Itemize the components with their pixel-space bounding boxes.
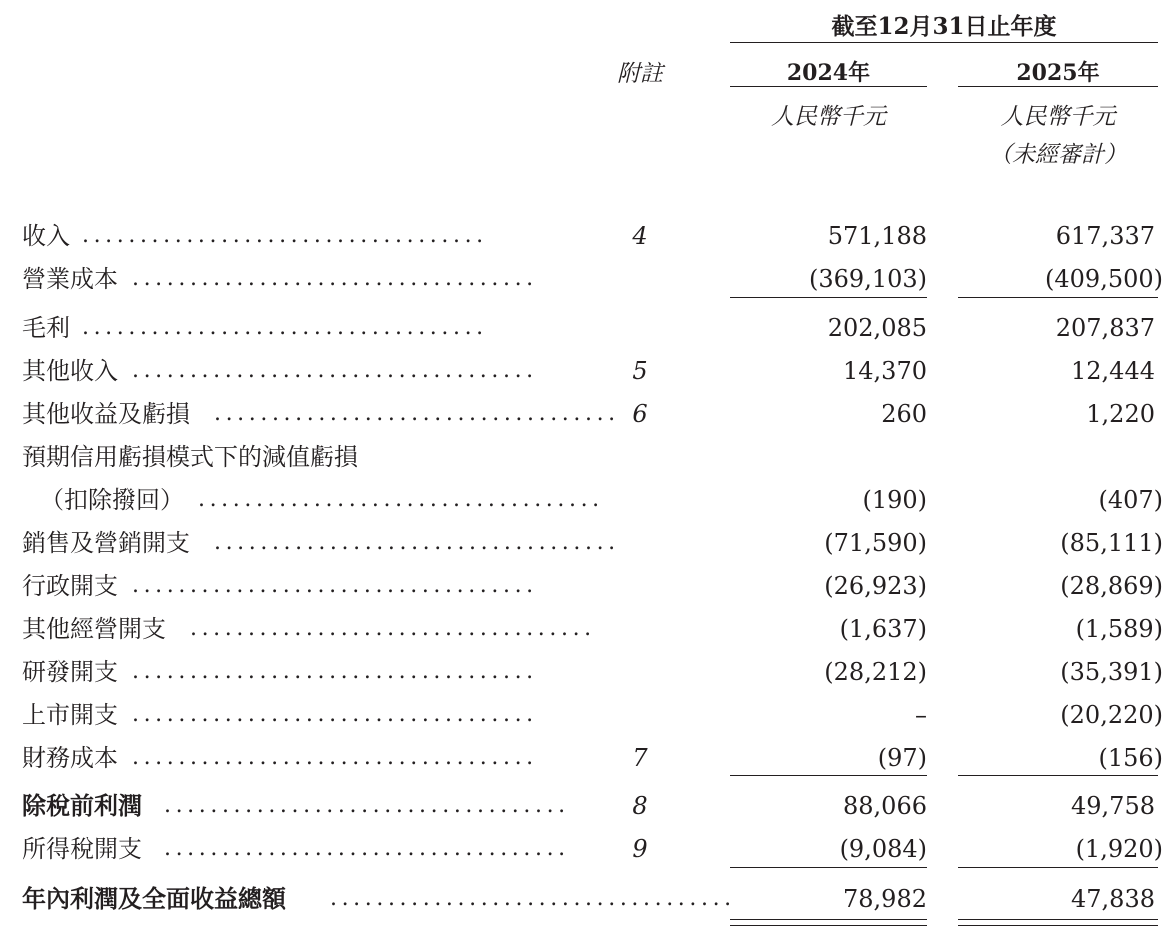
row-note: 6 (632, 400, 648, 428)
table-row (0, 698, 1170, 732)
row-label: 營業成本 (22, 265, 118, 293)
leader-dots: ................................... (214, 530, 620, 555)
table-row (0, 526, 1170, 560)
leader-dots: ................................... (132, 573, 538, 598)
leader-dots: ................................... (132, 266, 538, 291)
row-label: 收入 (22, 222, 70, 250)
value-2024: 571,188 (827, 222, 927, 250)
subtotal-rule-2024 (730, 867, 927, 868)
value-2024: (190) (862, 486, 927, 514)
leader-dots: ................................... (82, 315, 488, 340)
row-label: 研發開支 (22, 658, 118, 686)
value-2025: (20,220) (1060, 701, 1163, 729)
total-double-rule-2025-top (958, 919, 1158, 920)
subtotal-rule-2024 (730, 297, 927, 298)
value-2024: 260 (881, 400, 927, 428)
unit-2024: 人民幣千元 (771, 104, 886, 130)
row-note: 5 (632, 357, 648, 385)
row-label: 除稅前利潤 (22, 791, 142, 820)
value-2025: (409,500) (1045, 265, 1163, 293)
value-2025: (85,111) (1060, 529, 1163, 557)
note-column-header: 附註 (617, 61, 663, 87)
table-row (0, 612, 1170, 646)
table-row (0, 397, 1170, 431)
row-label: 預期信用虧損模式下的減值虧損 (22, 443, 358, 471)
row-note: 4 (632, 222, 648, 250)
value-2025: (407) (1098, 486, 1163, 514)
table-row (0, 262, 1170, 296)
year-2025-header: 2025年 (1016, 60, 1100, 86)
row-label: 上市開支 (22, 701, 118, 729)
value-2024: (28,212) (824, 658, 927, 686)
subtotal-rule-2025 (958, 867, 1158, 868)
row-label: （扣除撥回） (40, 486, 184, 514)
table-row (0, 789, 1170, 823)
leader-dots: ................................... (132, 702, 538, 727)
row-label: 毛利 (22, 314, 70, 342)
table-row (0, 655, 1170, 689)
table-row (0, 440, 1170, 474)
value-2024: 88,066 (843, 792, 927, 820)
subtotal-rule-2024 (730, 775, 927, 776)
period-title-underline (730, 42, 1158, 43)
table-row (0, 832, 1170, 866)
row-note: 9 (632, 835, 648, 863)
year-2025-underline (958, 86, 1158, 87)
table-row (0, 882, 1170, 916)
leader-dots: ................................... (190, 616, 596, 641)
row-label: 所得稅開支 (22, 835, 142, 863)
leader-dots: ................................... (132, 659, 538, 684)
unaudited-label: （未經審計） (989, 142, 1127, 168)
table-row (0, 219, 1170, 253)
year-2024-underline (730, 86, 927, 87)
row-label: 財務成本 (22, 744, 118, 772)
value-2024: (1,637) (839, 615, 927, 643)
period-title: 截至12月31日止年度 (831, 13, 1057, 40)
leader-dots: ................................... (164, 836, 570, 861)
table-row (0, 311, 1170, 345)
row-label: 年內利潤及全面收益總額 (22, 884, 286, 913)
row-note: 8 (632, 792, 648, 820)
value-2025: 49,758 (1071, 792, 1155, 820)
total-double-rule-2024-top (730, 919, 927, 920)
subtotal-rule-2025 (958, 775, 1158, 776)
value-2024: 78,982 (843, 885, 927, 913)
value-2025: 12,444 (1071, 357, 1155, 385)
table-row (0, 483, 1170, 517)
value-2024: (26,923) (824, 572, 927, 600)
value-2024: 202,085 (827, 314, 927, 342)
value-2024: (369,103) (809, 265, 927, 293)
value-2025: 1,220 (1086, 400, 1155, 428)
value-2025: (1,589) (1075, 615, 1163, 643)
value-2025: (1,920) (1075, 835, 1163, 863)
row-note: 7 (632, 744, 648, 772)
value-2025: 207,837 (1055, 314, 1155, 342)
value-2024: (97) (877, 744, 927, 772)
unit-2025: 人民幣千元 (1000, 104, 1116, 130)
leader-dots: ................................... (132, 745, 538, 770)
year-2024-header: 2024年 (786, 60, 871, 86)
leader-dots: ................................... (330, 886, 736, 911)
value-2025: (28,869) (1060, 572, 1163, 600)
row-label: 其他收益及虧損 (22, 400, 190, 428)
table-row (0, 354, 1170, 388)
value-2025: (156) (1098, 744, 1163, 772)
value-2024: (71,590) (824, 529, 927, 557)
leader-dots: ................................... (82, 223, 488, 248)
table-row (0, 741, 1170, 775)
subtotal-rule-2025 (958, 297, 1158, 298)
value-2024: 14,370 (843, 357, 927, 385)
total-double-rule-2025-bottom (958, 925, 1158, 926)
value-2025: 47,838 (1071, 885, 1155, 913)
leader-dots: ................................... (198, 487, 604, 512)
value-2025: 617,337 (1055, 222, 1155, 250)
value-2024: – (915, 701, 927, 729)
row-label: 銷售及營銷開支 (22, 529, 190, 557)
value-2025: (35,391) (1060, 658, 1163, 686)
total-double-rule-2024-bottom (730, 925, 927, 926)
leader-dots: ................................... (164, 793, 570, 818)
value-2024: (9,084) (839, 835, 927, 863)
table-row (0, 569, 1170, 603)
leader-dots: ................................... (214, 401, 620, 426)
row-label: 行政開支 (22, 572, 118, 600)
leader-dots: ................................... (132, 358, 538, 383)
row-label: 其他收入 (22, 357, 118, 385)
row-label: 其他經營開支 (22, 615, 166, 643)
